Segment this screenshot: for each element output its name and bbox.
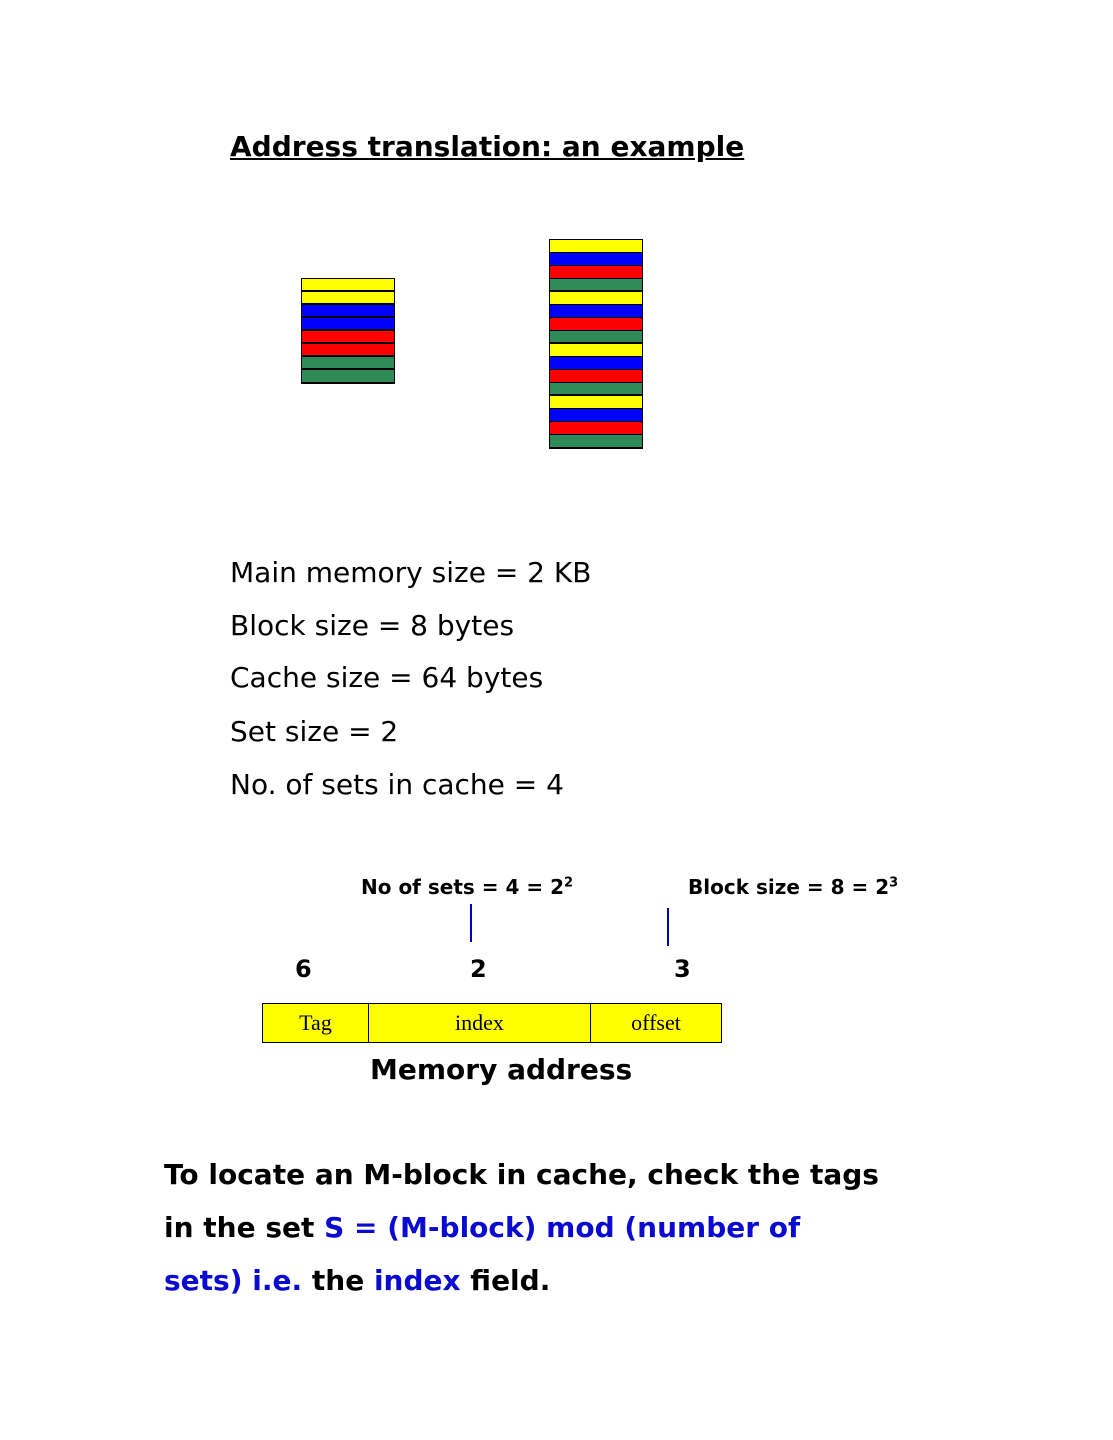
memory-block-row: [550, 331, 642, 344]
cache-block-row: [302, 279, 394, 292]
memory-block-row: [550, 422, 642, 435]
cache-block-row: [302, 318, 394, 331]
memory-block-row: [550, 292, 642, 305]
cache-block-row: [302, 292, 394, 305]
memory-address-fields: [262, 1003, 722, 1043]
cache-block-row: [302, 370, 394, 383]
sets-note: No of sets = $4 = 2^2$: [361, 875, 574, 899]
index-field: index: [368, 1004, 590, 1042]
page-title: Address translation: an example: [230, 130, 745, 163]
memory-block-row: [550, 266, 642, 279]
cache-blocks-diagram: [301, 278, 395, 384]
memory-block-row: [550, 370, 642, 383]
explanation-line-1: To locate an M-block in cache, check the tags: [164, 1158, 879, 1191]
memory-address-caption: Memory address: [370, 1053, 633, 1086]
block-size-note: Block size = $8 = 2^3$: [688, 875, 899, 899]
memory-block-row: [550, 357, 642, 370]
cache-block-row: [302, 357, 394, 370]
index-pointer-line: [470, 904, 472, 942]
memory-block-row: [550, 344, 642, 357]
memory-block-row: [550, 305, 642, 318]
offset-bit-count: 3: [674, 955, 691, 983]
memory-block-row: [550, 396, 642, 409]
param-cache-size: Cache size = 64 bytes: [230, 661, 544, 694]
offset-pointer-line: [667, 908, 669, 946]
memory-block-row: [550, 240, 642, 253]
cache-block-row: [302, 344, 394, 357]
param-number-of-sets: No. of sets in cache = 4: [230, 768, 564, 801]
param-set-size: Set size = 2: [230, 715, 399, 748]
param-block-size: Block size = 8 bytes: [230, 609, 515, 642]
memory-block-row: [550, 435, 642, 448]
param-main-memory-size: Main memory size = 2 KB: [230, 556, 592, 589]
index-bit-count: 2: [470, 955, 487, 983]
memory-block-row: [550, 409, 642, 422]
memory-block-row: [550, 279, 642, 292]
offset-field: offset: [590, 1004, 721, 1042]
tag-bit-count: 6: [295, 955, 312, 983]
memory-block-row: [550, 383, 642, 396]
explanation-line-2: in the set S = (M-block) mod (number of: [164, 1211, 801, 1244]
memory-block-row: [550, 253, 642, 266]
main-memory-blocks-diagram: [549, 239, 643, 449]
memory-block-row: [550, 318, 642, 331]
cache-block-row: [302, 331, 394, 344]
cache-block-row: [302, 305, 394, 318]
tag-field: Tag: [299, 1010, 332, 1035]
explanation-line-3: sets) i.e. the index field.: [164, 1264, 551, 1297]
